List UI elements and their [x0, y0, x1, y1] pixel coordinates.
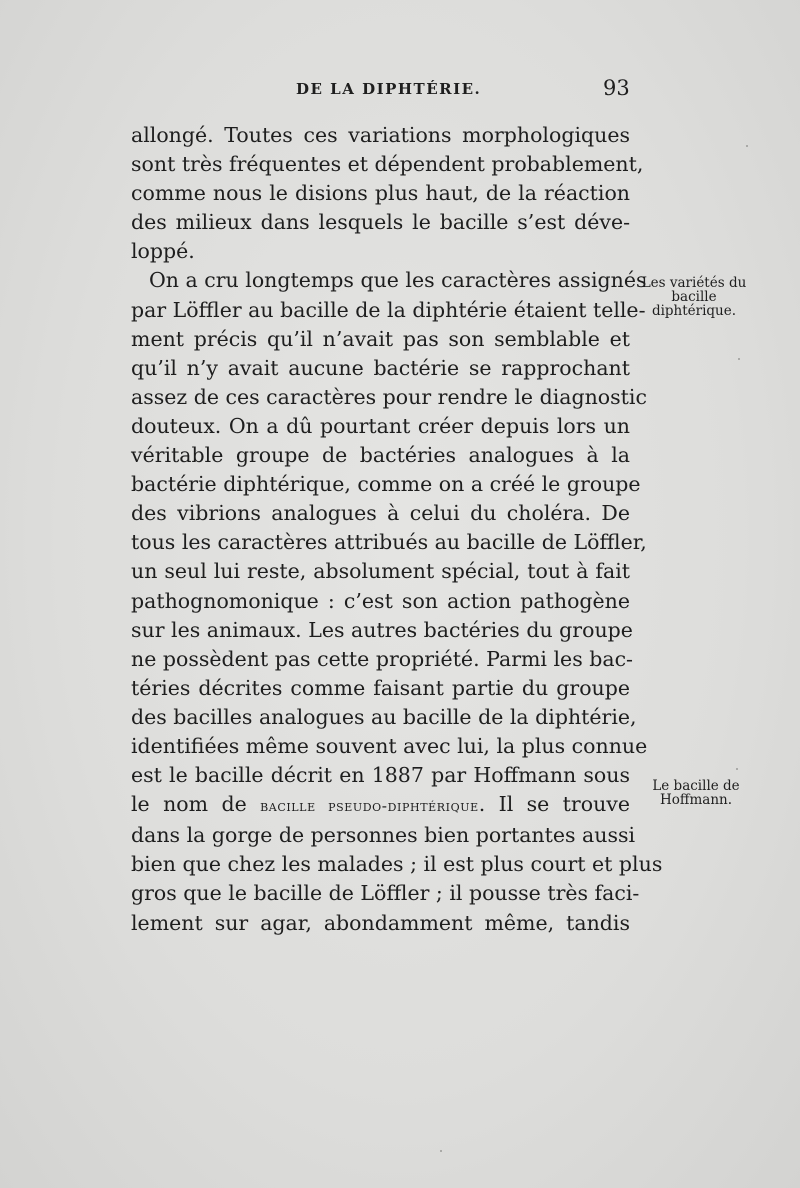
text-line: loppé.: [131, 239, 195, 264]
text-line: est le bacille décrit en 1887 par Hoffmann sous: [131, 763, 630, 788]
text-line: identifiées même souvent avec lui, la plus connue: [131, 733, 648, 758]
text-line: par Löffler au bacille de la diphtérie étaient telle-: [131, 297, 646, 322]
margin-note-line: Hoffmann.: [659, 792, 733, 808]
page-number: 93: [603, 76, 630, 100]
text-line: des bacilles analogues au bacille de la diphtérie,: [131, 704, 637, 729]
text-line: gros que le bacille de Löffler ; il pousse très faci-: [131, 881, 640, 906]
smallcaps-term: bacille pseudo-diphtérique: [260, 797, 479, 816]
running-title: DE LA DIPHTÉRIE.: [296, 80, 482, 98]
margin-note-hoffmann: [640, 779, 752, 807]
paper-speck: [746, 145, 748, 147]
paper-speck: [738, 358, 740, 360]
text-line: pathognomonique : c’est son action pathogène: [131, 588, 630, 613]
line-suffix: . Il se trouve: [478, 792, 630, 817]
text-line: des vibrions analogues à celui du choléra. De: [131, 501, 630, 526]
text-line: lement sur agar, abondamment même, tandis: [131, 910, 630, 935]
line-prefix: le nom de: [131, 792, 261, 817]
text-line-smallcaps: [131, 790, 630, 821]
text-line: comme nous le disions plus haut, de la réaction: [131, 181, 630, 206]
body-text: [131, 121, 663, 938]
text-line: téries décrites comme faisant partie du groupe: [131, 675, 630, 700]
text-line: dans la gorge de personnes bien portantes aussi: [131, 823, 636, 848]
text-line: assez de ces caractères pour rendre le diagnostic: [131, 384, 647, 409]
text-line: bactérie diphtérique, comme on a créé le groupe: [131, 472, 641, 497]
text-line: bien que chez les malades ; il est plus court et plus: [131, 852, 663, 877]
margin-note-line: Le bacille de: [652, 778, 740, 794]
margin-note-line: diphtérique.: [651, 303, 737, 319]
margin-note-line: bacille: [671, 289, 717, 305]
text-line: sur les animaux. Les autres bactéries du groupe: [131, 617, 633, 642]
text-line: ment précis qu’il n’avait pas son semblable et: [131, 326, 630, 351]
text-line: ne possèdent pas cette propriété. Parmi les bac-: [131, 646, 633, 671]
text-line: des milieux dans lesquels le bacille s’est déve-: [131, 210, 630, 235]
text-line: tous les caractères attribués au bacille de Löffler,: [131, 530, 647, 555]
text-line: douteux. On a dû pourtant créer depuis lors un: [131, 413, 630, 438]
paragraph-start-line: On a cru longtemps que les caractères assignés: [149, 268, 647, 293]
margin-note-varietes: [632, 276, 756, 318]
margin-note-line: Les variétés du: [641, 275, 747, 291]
paper-speck: [736, 768, 738, 770]
text-line: qu’il n’y avait aucune bactérie se rapprochant: [131, 355, 630, 380]
text-line: un seul lui reste, absolument spécial, tout à fait: [131, 559, 630, 584]
text-line: sont très fréquentes et dépendent probablement,: [131, 152, 644, 177]
text-line: véritable groupe de bactéries analogues à la: [131, 443, 630, 468]
text-line: allongé. Toutes ces variations morphologiques: [131, 123, 630, 147]
paper-speck: [440, 1150, 442, 1152]
